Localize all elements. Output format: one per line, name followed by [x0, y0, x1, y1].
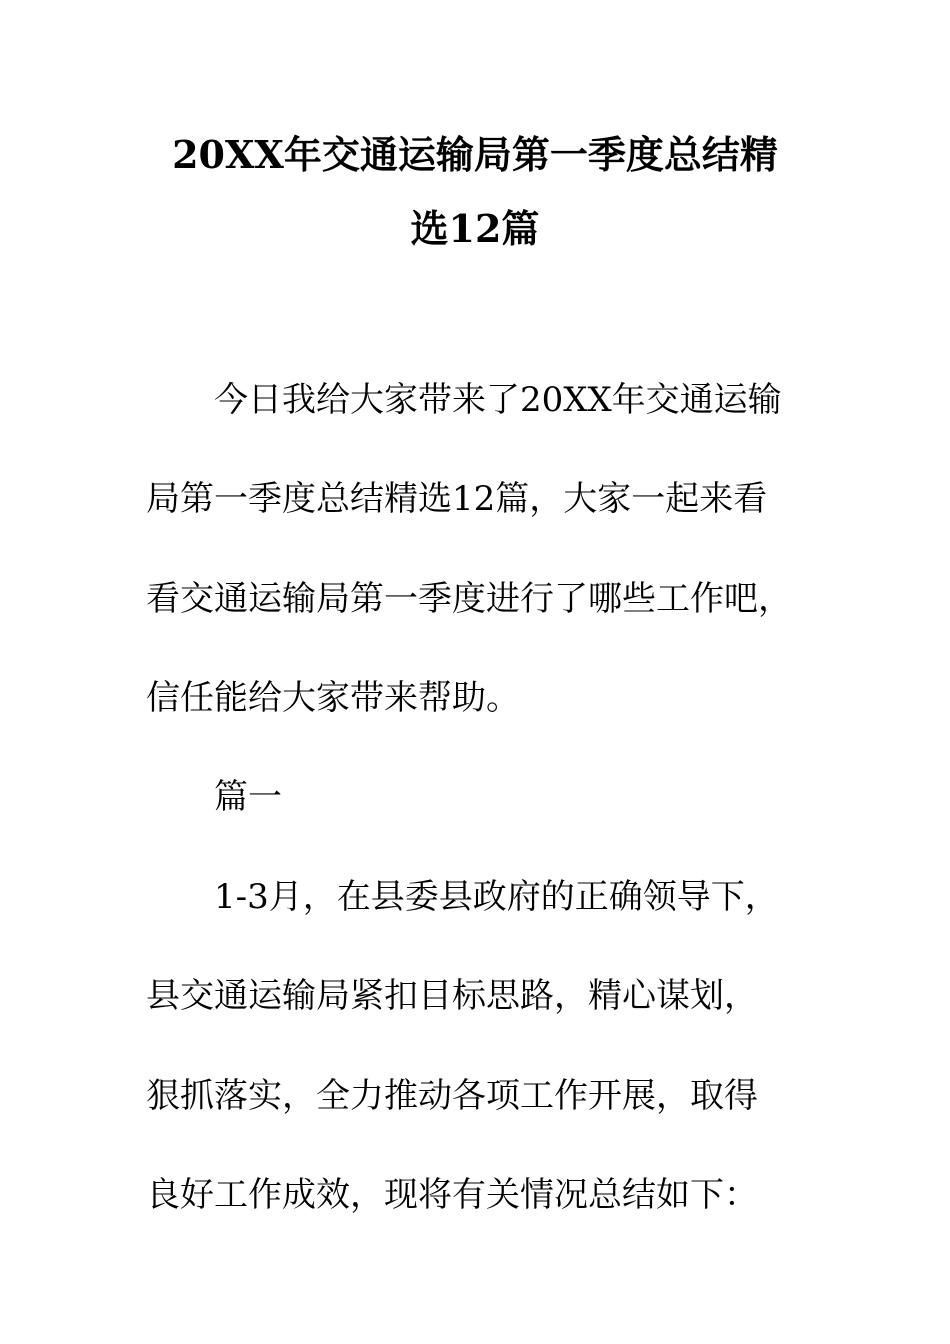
intro-paragraph-line-3: 看交通运输局第一季度进行了哪些工作吧， [146, 579, 792, 619]
intro-paragraph-line-4: 信任能给大家带来帮助。 [146, 678, 520, 718]
body-paragraph-line-1: 1-3月，在县委县政府的正确领导下， [214, 877, 779, 917]
intro-paragraph-line-1: 今日我给大家带来了20XX年交通运输 [214, 380, 782, 420]
body-paragraph-line-3: 狠抓落实，全力推动各项工作开展，取得 [146, 1076, 758, 1116]
body-paragraph-line-2: 县交通运输局紧扣目标思路，精心谋划， [146, 976, 758, 1016]
document-title-line-2: 选12篇 [410, 206, 540, 251]
section-heading: 篇一 [214, 777, 282, 817]
body-paragraph-line-4: 良好工作成效，现将有关情况总结如下： [146, 1175, 758, 1215]
document-title-line-1: 20XX年交通运输局第一季度总结精 [172, 132, 778, 177]
intro-paragraph-line-2: 局第一季度总结精选12篇，大家一起来看 [146, 479, 768, 519]
